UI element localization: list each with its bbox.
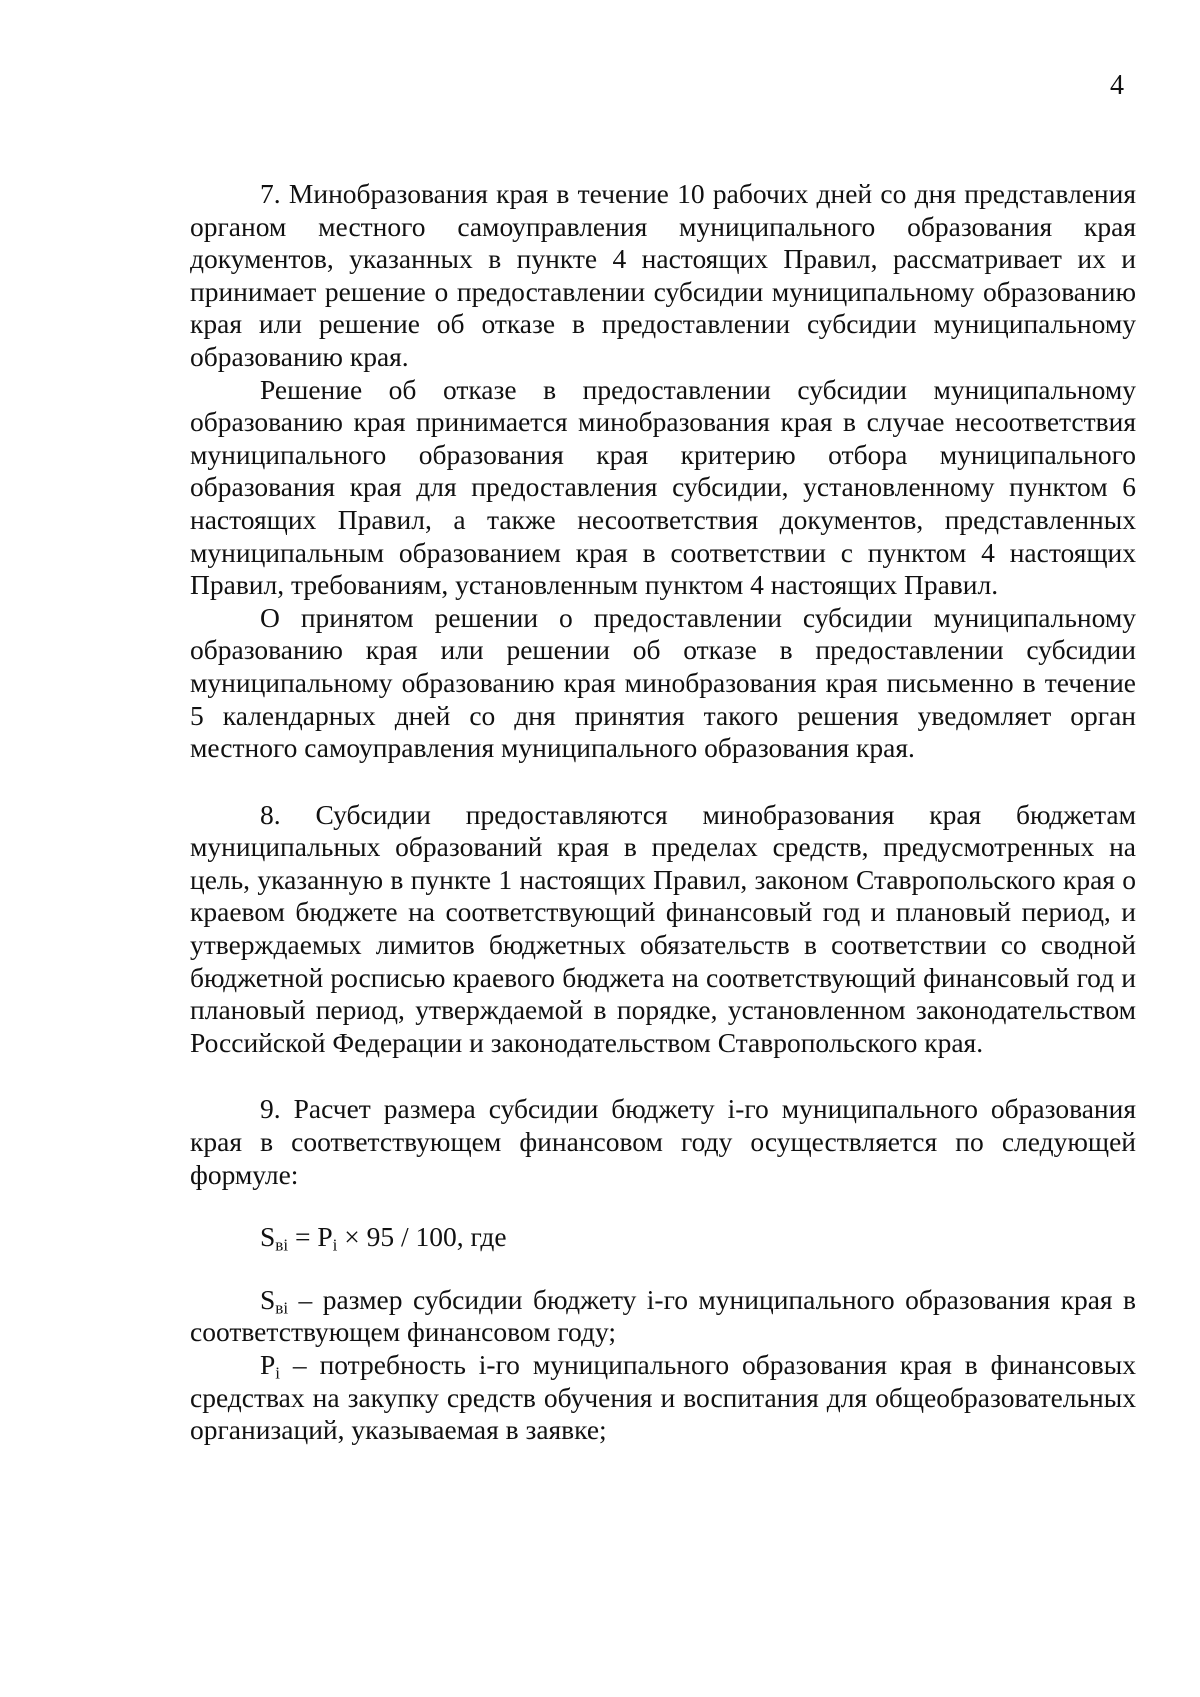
definition-p-text: – потребность i-го муниципального образования края в финансовых средствах на закупку средств обучения и воспитания для общеобразовательных организаций, указываемая в заявке;	[190, 1349, 1136, 1446]
definition-s	[190, 1284, 1136, 1349]
formula-rest: × 95 / 100, где	[337, 1221, 507, 1253]
page-number: 4	[1110, 70, 1124, 101]
document-body	[190, 178, 1136, 1447]
paragraph-8-subsidies: 8. Субсидии предоставляются минобразования края бюджетам муниципальных образований края в пределах средств, предусмотренных на цель, указанную в пункте 1 настоящих Правил, законом Ставропольского края о краевом бюджете на соответствующий финансовый год и плановый период, и утверждаемых лимитов бюджетных обязательств в соответствии со сводной бюджетной росписью краевого бюджета на соответствующий финансовый год и плановый период, утверждаемой в порядке, установленном законодательством Российской Федерации и законодательством Ставропольского края.	[190, 798, 1136, 1058]
paragraph-7-refusal: Решение об отказе в предоставлении субсидии муниципальному образованию края принимается минобразования края в случае несоответствия муниципального образования края критерию отбора муниципального образования края для предоставления субсидии, установленному пунктом 6 настоящих Правил, а также несоответствия документов, представленных муниципальным образованием края в соответствии с пунктом 4 настоящих Правил, требованиям, установленным пунктом 4 настоящих Правил.	[190, 373, 1136, 601]
definition-p	[190, 1349, 1136, 1447]
paragraph-gap	[190, 1191, 1136, 1221]
paragraph-7-notification: О принятом решении о предоставлении субсидии муниципальному образованию края или решении об отказе в предоставлении субсидии муниципальному образованию края минобразования края письменно в течение 5 календарных дней со дня принятия такого решения уведомляет орган местного самоуправления муниципального образования края.	[190, 601, 1136, 764]
definition-p-symbol: P	[260, 1349, 276, 1380]
formula-p-subscript: i	[332, 1235, 338, 1255]
definition-s-text: – размер субсидии бюджету i-го муниципального образования края в соответствующем финансовом году;	[190, 1283, 1136, 1348]
definition-s-subscript: вi	[275, 1298, 289, 1318]
definition-s-symbol: S	[260, 1283, 276, 1315]
paragraph-7-decision: 7. Минобразования края в течение 10 рабочих дней со дня представления органом местного самоуправления муниципального образования края документов, указанных в пункте 4 настоящих Правил, рассматривает их и принимает решение о предоставлении субсидии муниципальному образованию края или решение об отказе в предоставлении субсидии муниципальному образованию края.	[190, 178, 1136, 372]
paragraph-9-calculation: 9. Расчет размера субсидии бюджету i-го муниципального образования края в соответствующем финансовом году осуществляется по следующей формуле:	[190, 1093, 1136, 1190]
formula-equals: =	[288, 1221, 318, 1253]
paragraph-gap	[190, 1059, 1136, 1093]
paragraph-gap	[190, 765, 1136, 799]
formula	[190, 1221, 1136, 1254]
formula-p-symbol: P	[317, 1221, 333, 1253]
paragraph-gap	[190, 1254, 1136, 1284]
definition-p-subscript: i	[275, 1363, 281, 1383]
formula-s-symbol: S	[260, 1221, 276, 1253]
formula-s-subscript: вi	[275, 1235, 289, 1255]
